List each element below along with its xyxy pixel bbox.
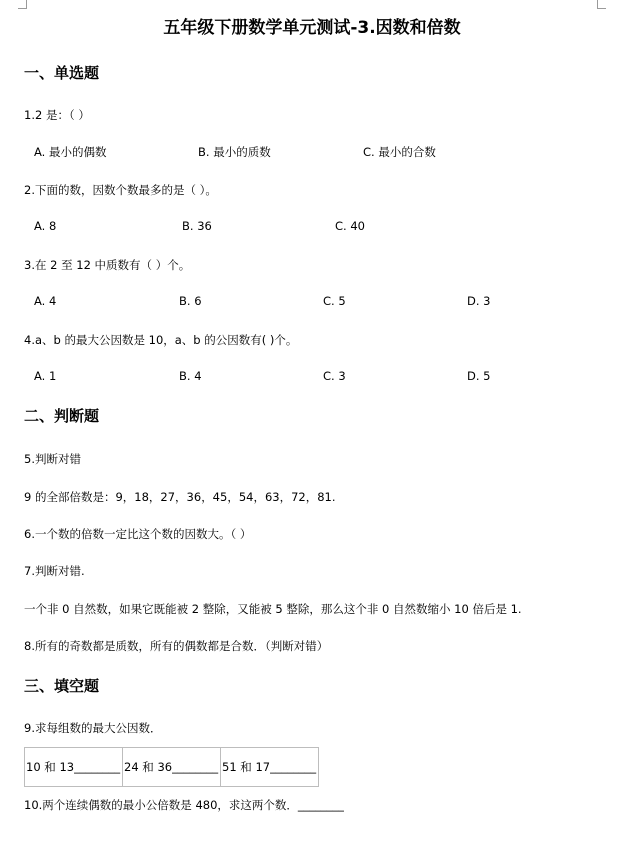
question-8: 8.所有的奇数都是质数，所有的偶数都是合数．（判断对错） (24, 639, 329, 653)
option-b: B. 最小的质数 (198, 145, 271, 159)
question-4: 4.a、b 的最大公因数是 10，a、b 的公因数有( )个。 (24, 333, 298, 347)
option-a: A. 8 (34, 219, 57, 233)
table-cell: 10 和 13________ (25, 748, 123, 787)
question-3: 3.在 2 至 12 中质数有（ ）个。 (24, 258, 191, 272)
option-b: B. 4 (179, 369, 202, 383)
question-3-options (34, 294, 614, 310)
question-7: 7.判断对错. (24, 564, 85, 578)
option-c: C. 40 (335, 219, 365, 233)
question-2: 2.下面的数，因数个数最多的是（ ）。 (24, 183, 217, 197)
section-heading-single-choice: 一、单选题 (24, 64, 100, 82)
option-d: D. 3 (467, 294, 491, 308)
question-1-options (34, 144, 614, 160)
question-1: 1.2 是：（ ） (24, 108, 90, 122)
question-7-statement: 一个非 0 自然数，如果它既能被 2 整除，又能被 5 整除，那么这个非 0 自然数缩小 10 倍后是 1. (24, 602, 522, 616)
page-corner-mark-left (18, 0, 27, 9)
page-corner-mark-right (597, 0, 606, 9)
page-title: 五年级下册数学单元测试-3.因数和倍数 (163, 18, 461, 38)
question-9: 9.求每组数的最大公因数． (24, 721, 162, 735)
question-4-options (34, 369, 614, 385)
option-c: C. 5 (323, 294, 346, 308)
table-cell: 24 和 36________ (123, 748, 221, 787)
option-b: B. 36 (182, 219, 212, 233)
question-2-options (34, 219, 614, 235)
option-d: D. 5 (467, 369, 491, 383)
section-heading-true-false: 二、判断题 (24, 407, 100, 425)
table-cell: 51 和 17________ (221, 748, 319, 787)
table-row (25, 748, 319, 787)
option-c: C. 3 (323, 369, 346, 383)
option-a: A. 4 (34, 294, 57, 308)
question-5-statement: 9 的全部倍数是：9，18，27，36，45，54，63，72，81. (24, 490, 336, 504)
question-5: 5.判断对错 (24, 452, 81, 466)
question-6: 6.一个数的倍数一定比这个数的因数大。（ ） (24, 527, 252, 541)
option-a: A. 1 (34, 369, 57, 383)
option-c: C. 最小的合数 (363, 145, 436, 159)
option-a: A. 最小的偶数 (34, 145, 107, 159)
section-heading-fill-in: 三、填空题 (24, 677, 100, 695)
question-9-table (24, 747, 319, 787)
option-b: B. 6 (179, 294, 202, 308)
question-10: 10.两个连续偶数的最小公倍数是 480，求这两个数．________ (24, 798, 344, 812)
